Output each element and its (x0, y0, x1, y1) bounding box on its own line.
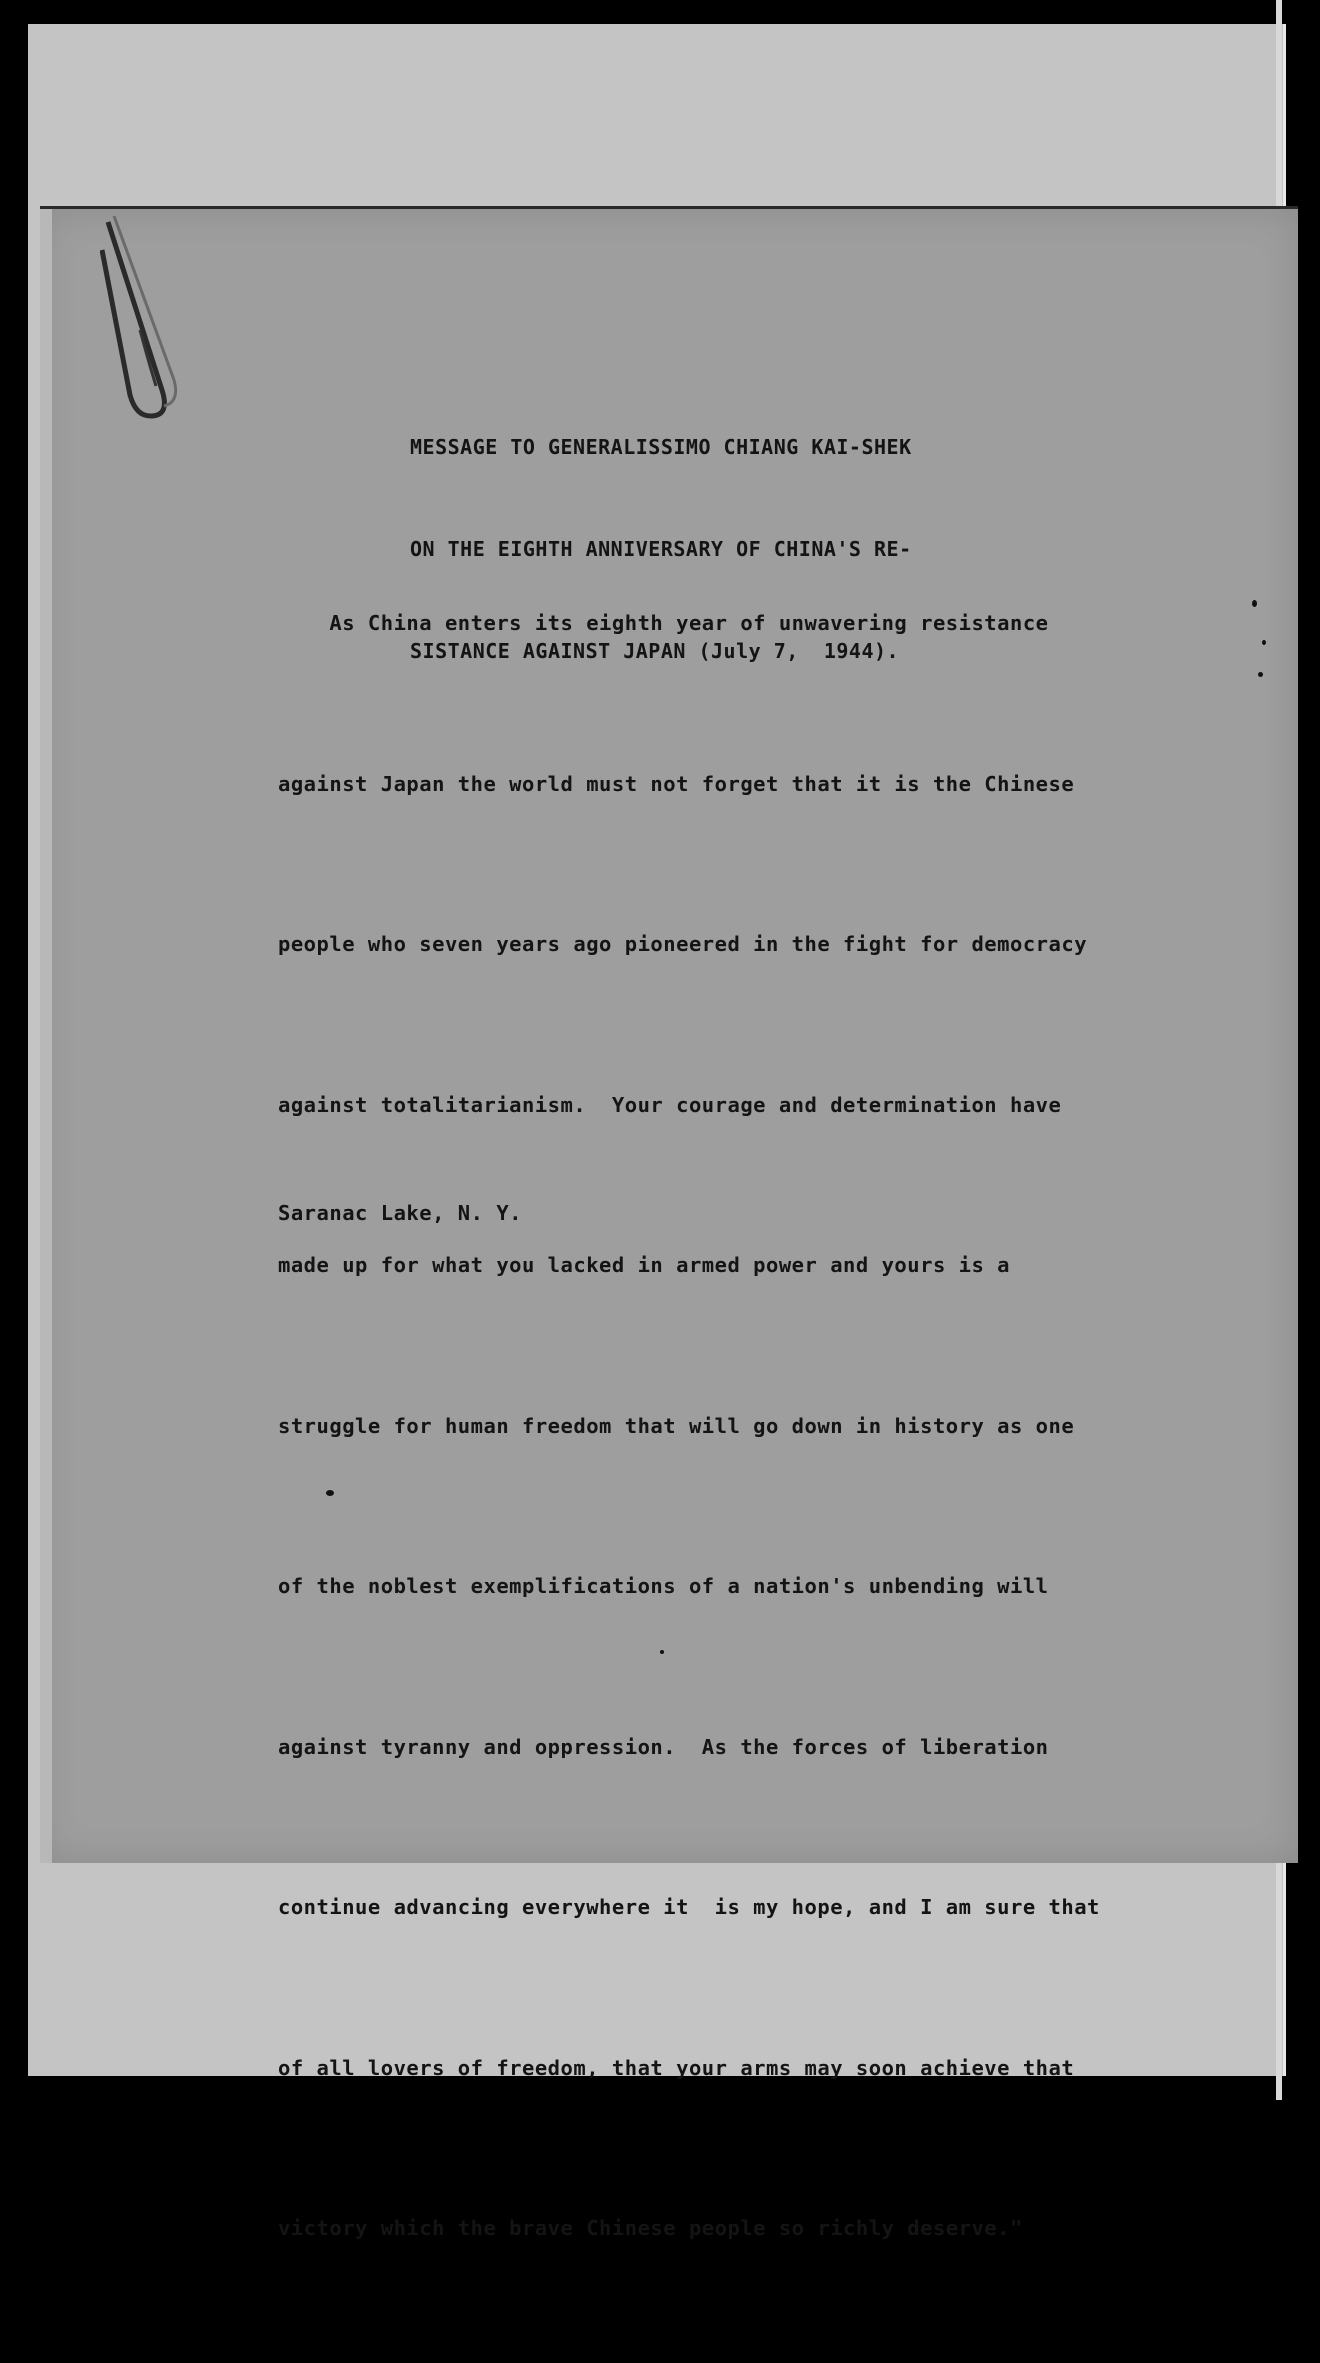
scan-speck (1262, 640, 1266, 645)
title-line: ON THE EIGHTH ANNIVERSARY OF CHINA'S RE- (410, 537, 912, 561)
scan-speck (1252, 600, 1257, 607)
title-line: SISTANCE AGAINST JAPAN (July 7, 1944). (410, 639, 900, 663)
body-line: against totalitarianism. Your courage and determination have (278, 1092, 1062, 1117)
body-line: of all lovers of freedom, that your arms may soon achieve that (278, 2055, 1075, 2080)
body-line: As China enters its eighth year of unwavering resistance (278, 611, 1049, 635)
place-line: Saranac Lake, N. Y. (278, 1201, 522, 1225)
scan-speck (326, 1490, 334, 1496)
body-line: against tyranny and oppression. As the forces of liberation (278, 1734, 1049, 1759)
body-line: made up for what you lacked in armed power and yours is a (278, 1253, 1010, 1277)
body-line: struggle for human freedom that will go down in history as one (278, 1413, 1075, 1438)
body-line: people who seven years ago pioneered in the fight for democracy (278, 932, 1088, 956)
body-line: victory which the brave Chinese people so richly deserve." (278, 2216, 1023, 2240)
message-body (278, 490, 1138, 2363)
body-line: of the noblest exemplifications of a nation's unbending will (278, 1574, 1049, 1598)
scan-speck (660, 1650, 664, 1654)
body-line: against Japan the world must not forget that it is the Chinese (278, 771, 1075, 796)
scan-speck (1258, 672, 1263, 677)
paperclip-icon (100, 210, 190, 420)
body-line: continue advancing everywhere it is my hope, and I am sure that (278, 1895, 1100, 1919)
title-line: MESSAGE TO GENERALISSIMO CHIANG KAI-SHEK (410, 435, 912, 459)
